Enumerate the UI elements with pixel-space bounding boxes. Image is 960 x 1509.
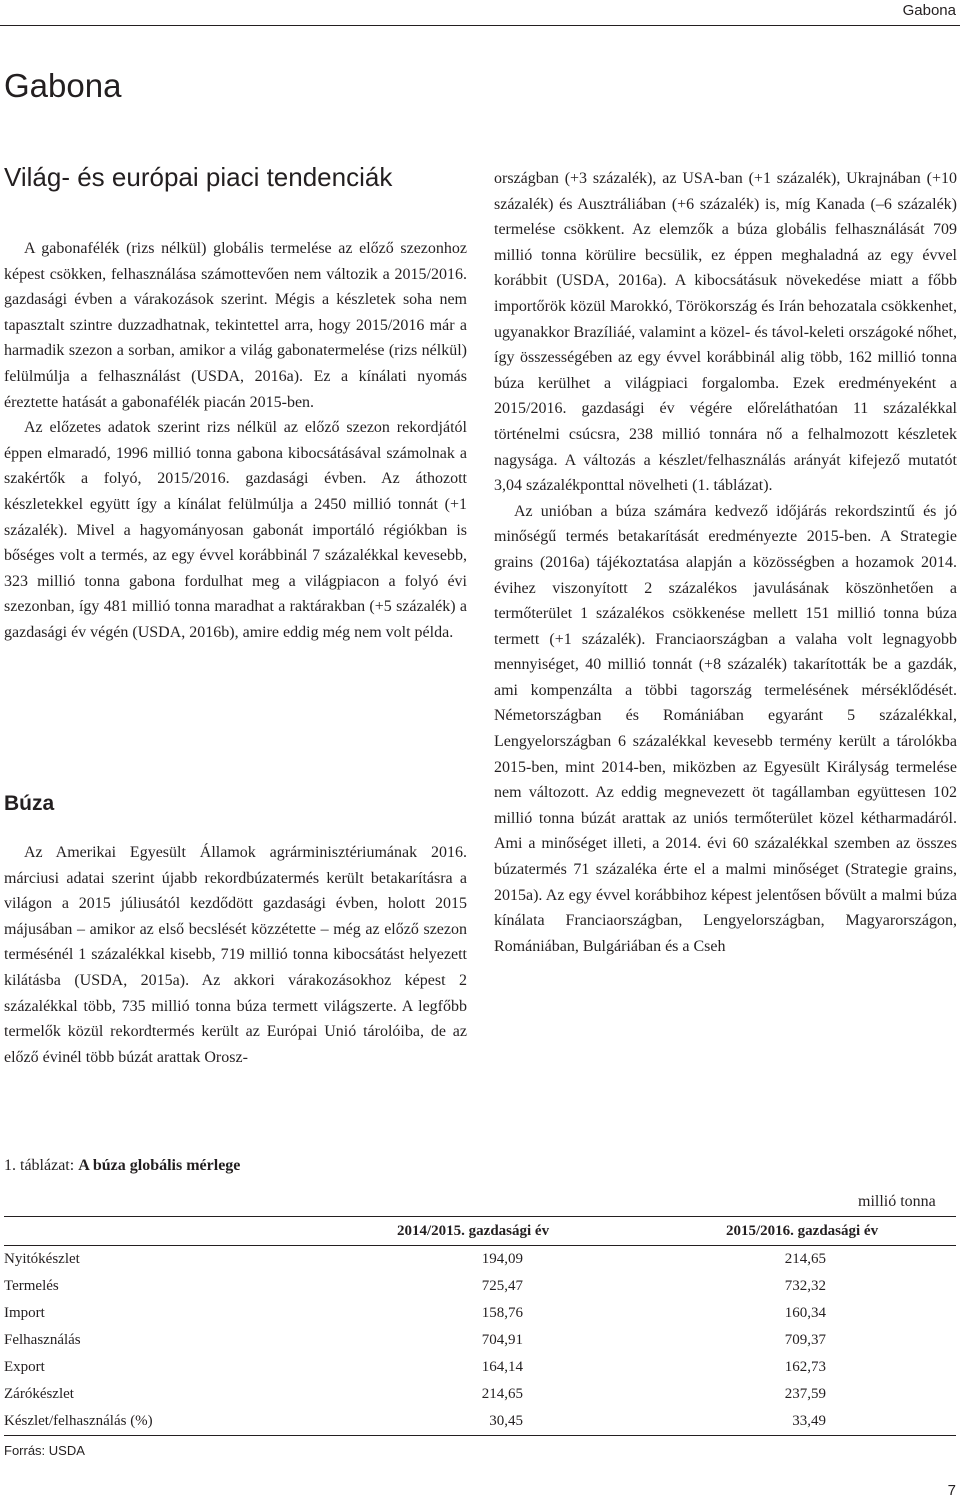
value-2015-2016: 33,49 <box>792 1413 826 1429</box>
page-title: Gabona <box>4 67 122 104</box>
paragraph: Az előzetes adatok szerint rizs nélkül az előző szezon rekordjától éppen elmaradó, 1996 millió tonna gabona kibocsátásával számolnak a szakértők a folyó, 2015/2016. gazdasági évben. Az áthozott készletekkel együtt így a kínálat felülmúlja a 2450 millió tonnát (+1 százalék). Mivel a hagyományosan gabonát importáló régiókban is bőséges volt a termés, az egy évvel korábbinál 7 százalékkal kevesebb, 323 millió tonna gabona fordulhat meg a világpiacon a folyó évi szezonban, így 481 millió tonna maradhat a raktárakban (+5 százalék) a gazdasági év végén (USDA, 2016b), amire eddig még nem volt példa. <box>4 419 467 641</box>
section-heading: Világ- és európai piaci tendenciák <box>4 162 393 192</box>
left-column-top <box>4 236 467 646</box>
value-2014-2015: 214,65 <box>481 1386 523 1402</box>
paragraph: országban (+3 százalék), az USA-ban (+1 százalék), Ukrajnában (+10 százalék) és Ausztráliában (+6 százalék) is, míg Kanada (–6 százalék) termelése csökkent. Az elemzők a búza globális felhasználását 709 millió tonna körülire becsülik, ez éppen meghaladná az egy évvel korábbit (USDA, 2016a). A kibocsátásuk növekedése miatt a főbb importőrök közül Marokkó, Törökország és Irán behozatala csökkenhet, ugyanakkor Brazíliáé, valamint a közel- és távol-keleti országoké nőhet, így összességében az egy évvel korábbinál alig több, 162 millió tonna búza kerülhet a világpiaci forgalomba. Ezek eredményeként a 2015/2016. gazdasági év végére előreláthatóan 11 százalékkal történelmi csúcsra, 238 millió tonnára nő a felhalmozott készletek nagysága. A változás a készlet/felhasználás arányát kifejező mutatót 3,04 százalékponttal növelheti (1. táblázat). <box>494 170 957 495</box>
table-header-cell: 2015/2016. gazdasági év <box>723 1217 956 1246</box>
row-label: Felhasználás <box>4 1332 81 1348</box>
paragraph: A gabonafélék (rizs nélkül) globális termelése az előző szezonhoz képest csökken, felhasználása számottevően nem változik a 2015/2016. gazdasági évben a várakozások szerint. Mégis a készletek soha nem tapasztalt szintre duzzadhatnak, tekintettel arra, hogy 2015/2016 már a harmadik szezon a sorban, amikor a világ gabonatermelése (rizs nélkül) felülmúlja a felhasználást (USDA, 2016a). Ez a kínálati nyomás éreztette hatását a gabonafélék piacán 2015-ben. <box>4 240 467 411</box>
table-header-cell: 2014/2015. gazdasági év <box>384 1217 723 1246</box>
subsection-heading: Búza <box>4 792 55 815</box>
value-2014-2015: 704,91 <box>481 1332 523 1348</box>
value-2015-2016: 237,59 <box>784 1386 826 1402</box>
value-2014-2015: 164,14 <box>481 1359 523 1375</box>
row-label: Nyitókészlet <box>4 1251 80 1267</box>
table-source: Forrás: USDA <box>4 1443 85 1458</box>
table-caption-title: A búza globális mérlege <box>78 1157 241 1174</box>
row-label: Készlet/felhasználás (%) <box>4 1413 153 1429</box>
table-row <box>4 1273 956 1300</box>
paragraph: Az Amerikai Egyesült Államok agrárminisztériumának 2016. márciusi adatai szerint újabb rekordbúzatermés került betakarításra a világon a 2015 júliusától kezdődött gazdasági évben, holott 2015 májusában – amikor az első becslését közzétette – még az előző szezon termésénél 1 százalékkal kisebb, 719 millió tonna kibocsátást helyezett kilátásba (USDA, 2015a). Az akkori várakozásokhoz képest 2 százalékkal több, 735 millió tonna búza termett világszerte. A legfőbb termelők közül rekordtermés került az Európai Unió tárolóiba, de az előző évinél több búzát arattak Orosz- <box>4 844 467 1066</box>
table-row <box>4 1381 956 1408</box>
value-2014-2015: 194,09 <box>481 1251 523 1267</box>
table-unit: millió tonna <box>858 1193 936 1210</box>
table-row <box>4 1300 956 1327</box>
value-2015-2016: 214,65 <box>784 1251 826 1267</box>
value-2014-2015: 725,47 <box>481 1278 523 1294</box>
table-header-row <box>4 1217 956 1246</box>
table-caption-prefix: 1. táblázat: <box>4 1157 79 1174</box>
page-number: 7 <box>947 1482 956 1499</box>
header-divider <box>0 25 960 26</box>
value-2014-2015: 158,76 <box>481 1305 523 1321</box>
left-column-bottom <box>4 840 467 1070</box>
row-label: Termelés <box>4 1278 59 1294</box>
value-2015-2016: 709,37 <box>784 1332 826 1348</box>
row-label: Export <box>4 1359 45 1375</box>
value-2015-2016: 162,73 <box>784 1359 826 1375</box>
running-header: Gabona <box>902 2 956 19</box>
wheat-balance-table <box>4 1216 956 1436</box>
value-2015-2016: 732,32 <box>784 1278 826 1294</box>
table-row <box>4 1408 956 1436</box>
table-row <box>4 1354 956 1381</box>
table-caption <box>4 1156 240 1176</box>
value-2015-2016: 160,34 <box>784 1305 826 1321</box>
row-label: Zárókészlet <box>4 1386 74 1402</box>
paragraph: Az unióban a búza számára kedvező időjárás rekordszintű és jó minőségű termés betakarítását eredményezte 2015-ben. A Strategie grains (2016a) tájékoztatása alapján a közösségben a hozamok 2014. évihez viszonyított 2 százalékos javulásának köszönhetően a termőterület 1 százalékos csökkenése mellett 151 millió tonna búza termett (+1 százalék). Franciaországban a valaha volt legnagyobb mennyiséget, 40 millió tonnát (+8 százalék) takarították be a gazdák, ami kompenzálta a többi tagország termelésének mérséklődését. Németországban és Romániában egyaránt 5 százalékkal, Lengyelországban 6 százalékkal kevesebb termény került a tárolókba 2015-ben, mint 2014-ben, miközben az Egyesült Királyság termelése nem változott. Az eddig megnevezett öt tagállamban együttesen 102 millió tonna búzát arattak az uniós termőterület közel kétharmadáról. Ami a minőséget illeti, a 2014. évi 60 százalékkal szemben az összes búzatermés 71 százaléka érte el a malmi minőséget (Strategie grains, 2015a). Az egy évvel korábbihoz képest jelentősen bővült a malmi búza kínálata Franciaországban, Lengyelországban, Magyarországon, Romániában, Bulgáriában és a Cseh <box>494 502 957 955</box>
value-2014-2015: 30,45 <box>489 1413 523 1429</box>
table-row <box>4 1327 956 1354</box>
table-header-cell <box>4 1217 384 1246</box>
row-label: Import <box>4 1305 45 1321</box>
table-row <box>4 1246 956 1274</box>
right-column <box>494 166 957 959</box>
